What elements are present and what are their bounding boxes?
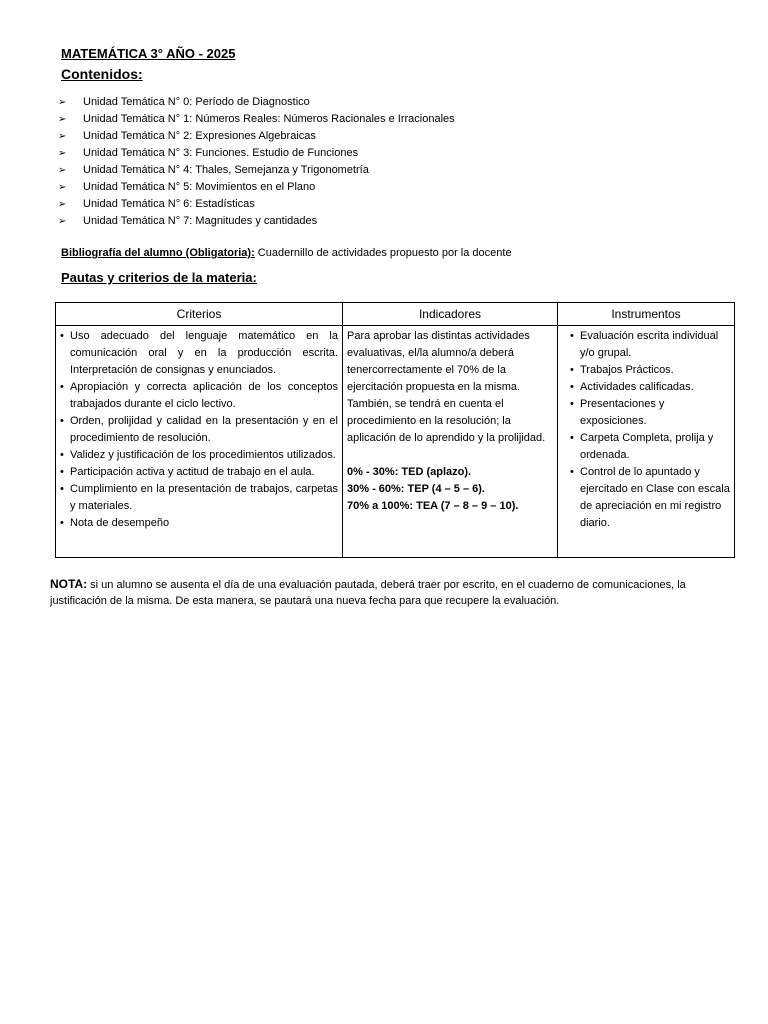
list-item: • Uso adecuado del lenguaje matemático en la comunicación oral y en la producción escrita. Interpretación de consignas y enunciados. xyxy=(60,328,338,379)
list-item: • Apropiación y correcta aplicación de los conceptos trabajados durante el ciclo lectivo. xyxy=(60,379,338,413)
grades-list xyxy=(347,464,553,515)
indicadores-header: Indicadores xyxy=(343,303,558,326)
note-label: NOTA: xyxy=(50,577,88,591)
contents-heading: Contenidos: xyxy=(61,66,143,82)
arrow-bullet-icon: ➢ xyxy=(58,165,67,176)
unit-label: Unidad Temática N° 6: Estadísticas xyxy=(83,198,255,210)
unit-label: Unidad Temática N° 2: Expresiones Algebraicas xyxy=(83,130,316,142)
arrow-bullet-icon: ➢ xyxy=(58,148,67,159)
indicadores-cell xyxy=(343,326,558,558)
list-item: • Nota de desempeño xyxy=(60,515,338,532)
list-item xyxy=(58,111,455,128)
criterios-cell xyxy=(56,326,343,558)
unit-label: Unidad Temática N° 0: Período de Diagnostico xyxy=(83,96,310,108)
units-list xyxy=(58,94,455,230)
table-row xyxy=(56,326,735,558)
note-paragraph xyxy=(50,576,740,609)
grade-line: 30% - 60%: TEP (4 – 5 – 6). xyxy=(347,483,485,495)
unit-label: Unidad Temática N° 4: Thales, Semejanza y Trigonometría xyxy=(83,164,369,176)
list-item xyxy=(58,196,455,213)
criterios-list xyxy=(60,328,338,532)
bibliography-label: Bibliografía del alumno (Obligatoria): xyxy=(61,247,255,259)
note-text: si un alumno se ausenta el día de una evaluación pautada, deberá traer por escrito, en el cuaderno de comunicaciones, la justificación de la misma. De esta manera, se pautará una nueva fecha para que recupere la evaluación. xyxy=(50,579,686,607)
list-item: • Control de lo apuntado y ejercitado en Clase con escala de apreciación en mi registro diario. xyxy=(570,464,730,532)
list-item: • Evaluación escrita individual y/o grupal. xyxy=(570,328,730,362)
unit-label: Unidad Temática N° 5: Movimientos en el Plano xyxy=(83,181,316,193)
list-item: • Trabajos Prácticos. xyxy=(570,362,730,379)
table-header-row xyxy=(56,303,735,326)
guidelines-heading: Pautas y criterios de la materia: xyxy=(61,270,257,285)
indicadores-text: Para aprobar las distintas actividades evaluativas, el/la alumno/a deberá tenercorrectamente el 70% de la ejercitación propuesta en la misma. También, se tendrá en cuenta el procedimiento en la resolución; la aplicación de lo aprendido y la prolijidad. xyxy=(347,330,546,444)
criteria-table xyxy=(55,302,735,558)
arrow-bullet-icon: ➢ xyxy=(58,216,67,227)
grade-line: 0% - 30%: TED (aplazo). xyxy=(347,466,472,478)
list-item xyxy=(58,162,455,179)
list-item: • Participación activa y actitud de trabajo en el aula. xyxy=(60,464,338,481)
arrow-bullet-icon: ➢ xyxy=(58,114,67,125)
arrow-bullet-icon: ➢ xyxy=(58,199,67,210)
unit-label: Unidad Temática N° 3: Funciones. Estudio de Funciones xyxy=(83,147,359,159)
instrumentos-cell xyxy=(558,326,735,558)
list-item xyxy=(58,145,455,162)
bibliography-text: Cuadernillo de actividades propuesto por la docente xyxy=(254,247,512,259)
list-item: • Orden, prolijidad y calidad en la presentación y en el procedimiento de resolución. xyxy=(60,413,338,447)
bibliography-line xyxy=(61,247,512,259)
document-title: MATEMÁTICA 3° AÑO - 2025 xyxy=(61,46,236,61)
grade-line: 70% a 100%: TEA (7 – 8 – 9 – 10). xyxy=(347,500,519,512)
arrow-bullet-icon: ➢ xyxy=(58,182,67,193)
list-item xyxy=(58,128,455,145)
list-item xyxy=(58,179,455,196)
list-item: • Actividades calificadas. xyxy=(570,379,730,396)
criterios-header: Criterios xyxy=(56,303,343,326)
arrow-bullet-icon: ➢ xyxy=(58,131,67,142)
list-item: • Cumplimiento en la presentación de trabajos, carpetas y materiales. xyxy=(60,481,338,515)
arrow-bullet-icon: ➢ xyxy=(58,97,67,108)
list-item xyxy=(58,94,455,111)
list-item xyxy=(58,213,455,230)
unit-label: Unidad Temática N° 7: Magnitudes y cantidades xyxy=(83,215,318,227)
unit-label: Unidad Temática N° 1: Números Reales: Números Racionales e Irracionales xyxy=(83,113,455,125)
instrumentos-list xyxy=(570,328,730,532)
list-item: • Presentaciones y exposiciones. xyxy=(570,396,730,430)
list-item: • Validez y justificación de los procedimientos utilizados. xyxy=(60,447,338,464)
list-item: • Carpeta Completa, prolija y ordenada. xyxy=(570,430,730,464)
instrumentos-header: Instrumentos xyxy=(558,303,735,326)
